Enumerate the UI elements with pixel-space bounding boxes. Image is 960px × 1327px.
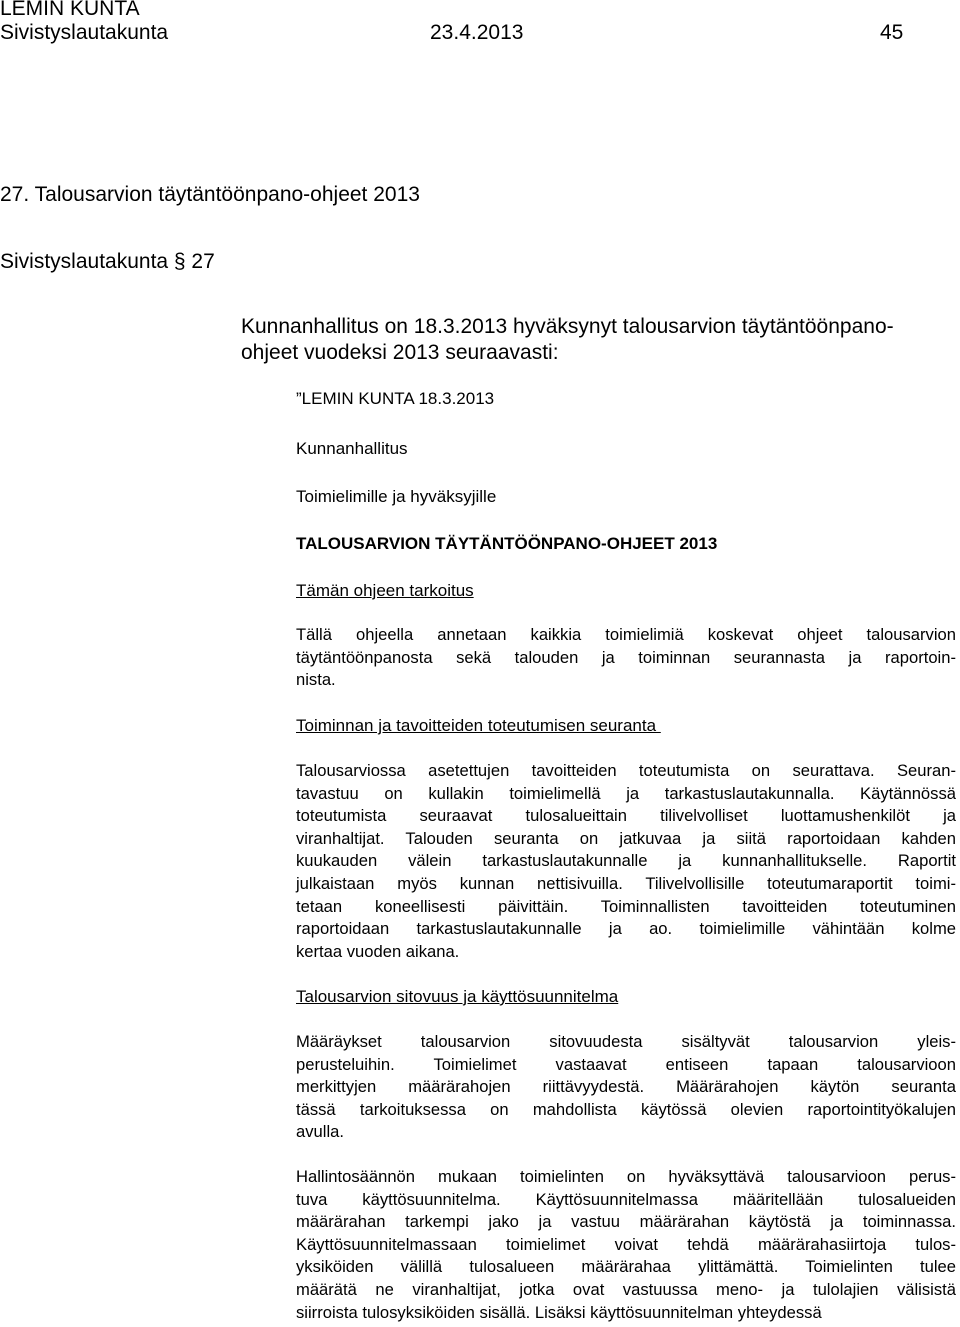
paragraph-line: määrätä ne viranhaltijat, jotka ovat vastuussa meno- ja tulolajien välisistä [296, 1279, 956, 1299]
paragraph-line: nista. [296, 670, 336, 690]
intro-line-1: Kunnanhallitus on 18.3.2013 hyväksynyt talousarvion täytäntöönpano- [241, 315, 894, 338]
paragraph-line: Tällä ohjeella annetaan kaikkia toimielimiä koskevat ohjeet talousarvion [296, 625, 956, 644]
item-reference: Sivistyslautakunta § 27 [0, 250, 215, 273]
section-paragraph [296, 1166, 956, 1324]
paragraph-line: määrärahan tarkempi jako ja vastuu määrärahan käytöstä ja toiminnassa. [296, 1212, 956, 1232]
item-title: 27. Talousarvion täytäntöönpano-ohjeet 2013 [0, 183, 420, 206]
paragraph-line: Hallintosäännön mukaan toimielinten on hyväksyttävä talousarvioon perus- [296, 1167, 956, 1186]
paragraph-line: tavastuu on kullakin toimielimellä ja tarkastuslautakunnalla. Käytännössä [296, 783, 956, 803]
paragraph-line: kertaa vuoden aikana. [296, 941, 460, 961]
section-heading: Talousarvion sitovuus ja käyttösuunnitelma [296, 987, 619, 1006]
paragraph-line: siirroista tulosyksiköiden sisällä. Lisäksi käyttösuunnitelman yhteydessä [296, 1302, 822, 1322]
section-paragraph [296, 624, 956, 692]
section-heading: Toiminnan ja tavoitteiden toteutumisen seuranta [296, 716, 661, 735]
paragraph-line: tässä tarkoituksessa on mahdollista käytössä olevien raportointityökalujen [296, 1099, 956, 1119]
quote-org-date: ”LEMIN KUNTA 18.3.2013 [296, 389, 495, 408]
header-board: Sivistyslautakunta [0, 21, 169, 44]
paragraph-line: raportoidaan tarkastuslautakunnalle ja ao. toimielimille vähintään kolme [296, 919, 956, 939]
header-org: LEMIN KUNTA [0, 0, 140, 20]
paragraph-line: Talousarviossa asetettujen tavoitteiden toteutumista on seurattava. Seuran- [296, 761, 956, 780]
paragraph-line: merkittyjen määrärahojen riittävyydestä. Määrärahojen käytön seuranta [296, 1077, 956, 1097]
header-date: 23.4.2013 [430, 21, 524, 44]
paragraph-line: toteutumista seuraavat tulosalueittain tilivelvolliset luottamushenkilöt ja [296, 806, 956, 826]
paragraph-line: tuva käyttösuunnitelma. Käyttösuunnitelmassa määritellään tulosalueiden [296, 1189, 956, 1209]
quote-issuer: Kunnanhallitus [296, 439, 408, 458]
intro-line-2: ohjeet vuodeksi 2013 seuraavasti: [241, 341, 559, 364]
paragraph-line: viranhaltijat. Talouden seuranta on jatkuvaa ja siitä raportoidaan kahden [296, 828, 956, 848]
paragraph-line: Määräykset talousarvion sitovuudesta sisältyvät talousarvion yleis- [296, 1032, 956, 1051]
section-heading: Tämän ohjeen tarkoitus [296, 581, 474, 600]
paragraph-line: täytäntöönpanosta sekä talouden ja toiminnan seurannasta ja raportoin- [296, 647, 956, 667]
paragraph-line: kuukauden välein tarkastuslautakunnalle ja kunnanhallitukselle. Raportit [296, 851, 956, 871]
paragraph-line: julkaistaan myös kunnan nettisivuilla. Tilivelvollisille toteutumaraportit toimi- [296, 873, 956, 893]
quote-recipients: Toimielimille ja hyväksyjille [296, 487, 497, 506]
header-page-number: 45 [880, 21, 904, 44]
paragraph-line: perusteluihin. Toimielimet vastaavat entiseen tapaan talousarvioon [296, 1054, 956, 1074]
paragraph-line: avulla. [296, 1122, 344, 1142]
section-paragraph [296, 760, 956, 963]
section-paragraph [296, 1031, 956, 1144]
paragraph-line: Käyttösuunnitelmassaan toimielimet voivat tehdä määrärahasiirtoja tulos- [296, 1234, 956, 1254]
quote-title: TALOUSARVION TÄYTÄNTÖÖNPANO-OHJEET 2013 [296, 534, 718, 553]
paragraph-line: yksiköiden välillä tulosalueen määrärahaa ylittämättä. Toimielinten tulee [296, 1257, 956, 1277]
paragraph-line: tetaan koneellisesti päivittäin. Toiminnallisten tavoitteiden toteutuminen [296, 896, 956, 916]
